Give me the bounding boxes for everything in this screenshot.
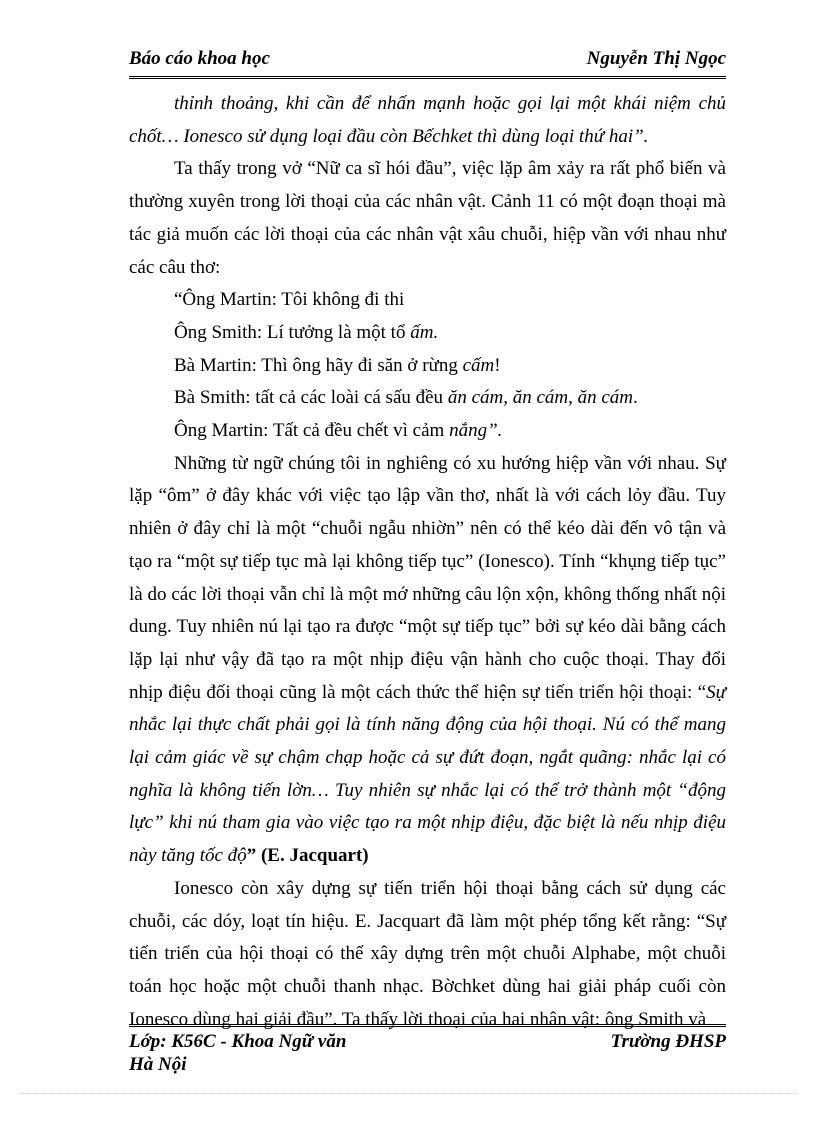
quotation-italic: Sự nhắc lại thực chất phải gọi là tính năng động của hội thoại. Nú có thể mang lại cảm giác về sự chậm chạp hoặc cả sự đứt đoạn, ngắt quãng: nhắc lại có nghĩa là không tiến lờn… Tuy nhiên sự nhắc lại có thể trở thành một “động lực” khi nú tham gia vào việc tạo ra một nhịp điệu, đặc biệt là nếu nhịp điệu này tăng tốc độ: [129, 681, 726, 867]
rhyme-word: cấm: [462, 354, 495, 376]
page-bottom-border: [20, 1093, 796, 1094]
paragraph-quote-end: thỉnh thoảng, khi cần để nhấn mạnh hoặc gọi lại một khái niệm chủ chốt… Ionesco sử dụng loại đầu còn Bếchket thì dùng loại thứ hai”.: [129, 93, 726, 147]
footer-school: Trường ĐHSP: [610, 1031, 726, 1052]
rhyme-word: nắng”.: [449, 420, 503, 442]
header-author: Nguyễn Thị Ngọc: [586, 48, 726, 69]
dialogue-text: Bà Martin: Thì ông hãy đi săn ở rừng: [174, 354, 463, 376]
rhyme-word: ấm.: [410, 321, 439, 343]
paragraph-intro: Ta thấy trong vở “Nữ ca sĩ hói đầu”, việc lặp âm xảy ra rất phổ biến và thường xuyên trong lời thoại của các nhân vật. Cảnh 11 có một đoạn thoại mà tác giả muốn các lời thoại của các nhân vật xâu chuỗi, hiệp vần với nhau như các câu thơ:: [129, 158, 726, 278]
dialogue-text: Ông Smith: Lí tưởng là một tổ: [174, 321, 411, 343]
rhyme-word: ăn cám, ăn cám, ăn cám: [447, 387, 634, 409]
dialogue-text: .: [633, 387, 638, 409]
dialogue-line-1: [174, 284, 726, 317]
dialogue-text: Bà Smith: tất cả các loài cá sấu đều: [174, 387, 448, 409]
paragraph-analysis: [129, 448, 726, 873]
footer-divider: [129, 1024, 726, 1027]
dialogue-line-4: [174, 382, 726, 415]
paragraph-progression: Ionesco còn xây dựng sự tiến triển hội thoại bằng cách sử dụng các chuỗi, các dóy, loạt tín hiệu. E. Jacquart đã làm một phép tổng kết rằng: “Sự tiến triển của hội thoại có thể xây dựng trên một chuỗi Alphabe, một chuỗi toán học hoặc một chuỗi thanh nhạc. Bờchket dùng hai giải pháp cuối còn Ionesco dùng hai giải đầu”. Ta thấy lời thoại của hai nhân vật: ông Smith và: [129, 877, 726, 1030]
footer-class: Lớp: K56C - Khoa Ngữ văn: [129, 1031, 347, 1052]
document-body: [129, 88, 726, 1036]
page-header: [129, 48, 726, 79]
dialogue-line-5: [174, 415, 726, 448]
paragraph-text: Những từ ngữ chúng tôi in nghiêng có xu hướng hiệp vần với nhau. Sự lặp “ôm” ở đây khác với việc tạo lập vần thơ, nhất là với cách lỏy đầu. Tuy nhiên ở đây chỉ là một “chuỗi ngẫu nhiờn” nên có thể kéo dài đến vô tận và tạo ra “một sự tiếp tục mà lại không tiếp tục” (Ionesco). Tính “khụng tiếp tục” là do các lời thoại vẫn chỉ là một mớ những câu lộn xộn, không thống nhất nội dung. Tuy nhiên nú lại tạo ra được “một sự tiếp tục” bởi sự kéo dài bằng cách lặp lại như vậy đã tạo ra một nhịp điệu vận hành cho cuộc thoại. Thay đổi nhịp điệu đối thoại cũng là một cách thức thể hiện sự tiến triển hội thoại: “: [129, 452, 726, 703]
dialogue-line-2: [174, 317, 726, 350]
footer-city: Hà Nội: [129, 1054, 187, 1075]
dialogue-text: “Ông Martin: Tôi không đi thi: [174, 289, 405, 311]
header-title: Báo cáo khoa học: [129, 48, 270, 69]
dialogue-text: Ông Martin: Tất cả đều chết vì cảm: [174, 420, 450, 442]
dialogue-line-3: [174, 350, 726, 383]
dialogue-text: !: [494, 354, 501, 376]
citation: ” (E. Jacquart): [246, 845, 369, 867]
